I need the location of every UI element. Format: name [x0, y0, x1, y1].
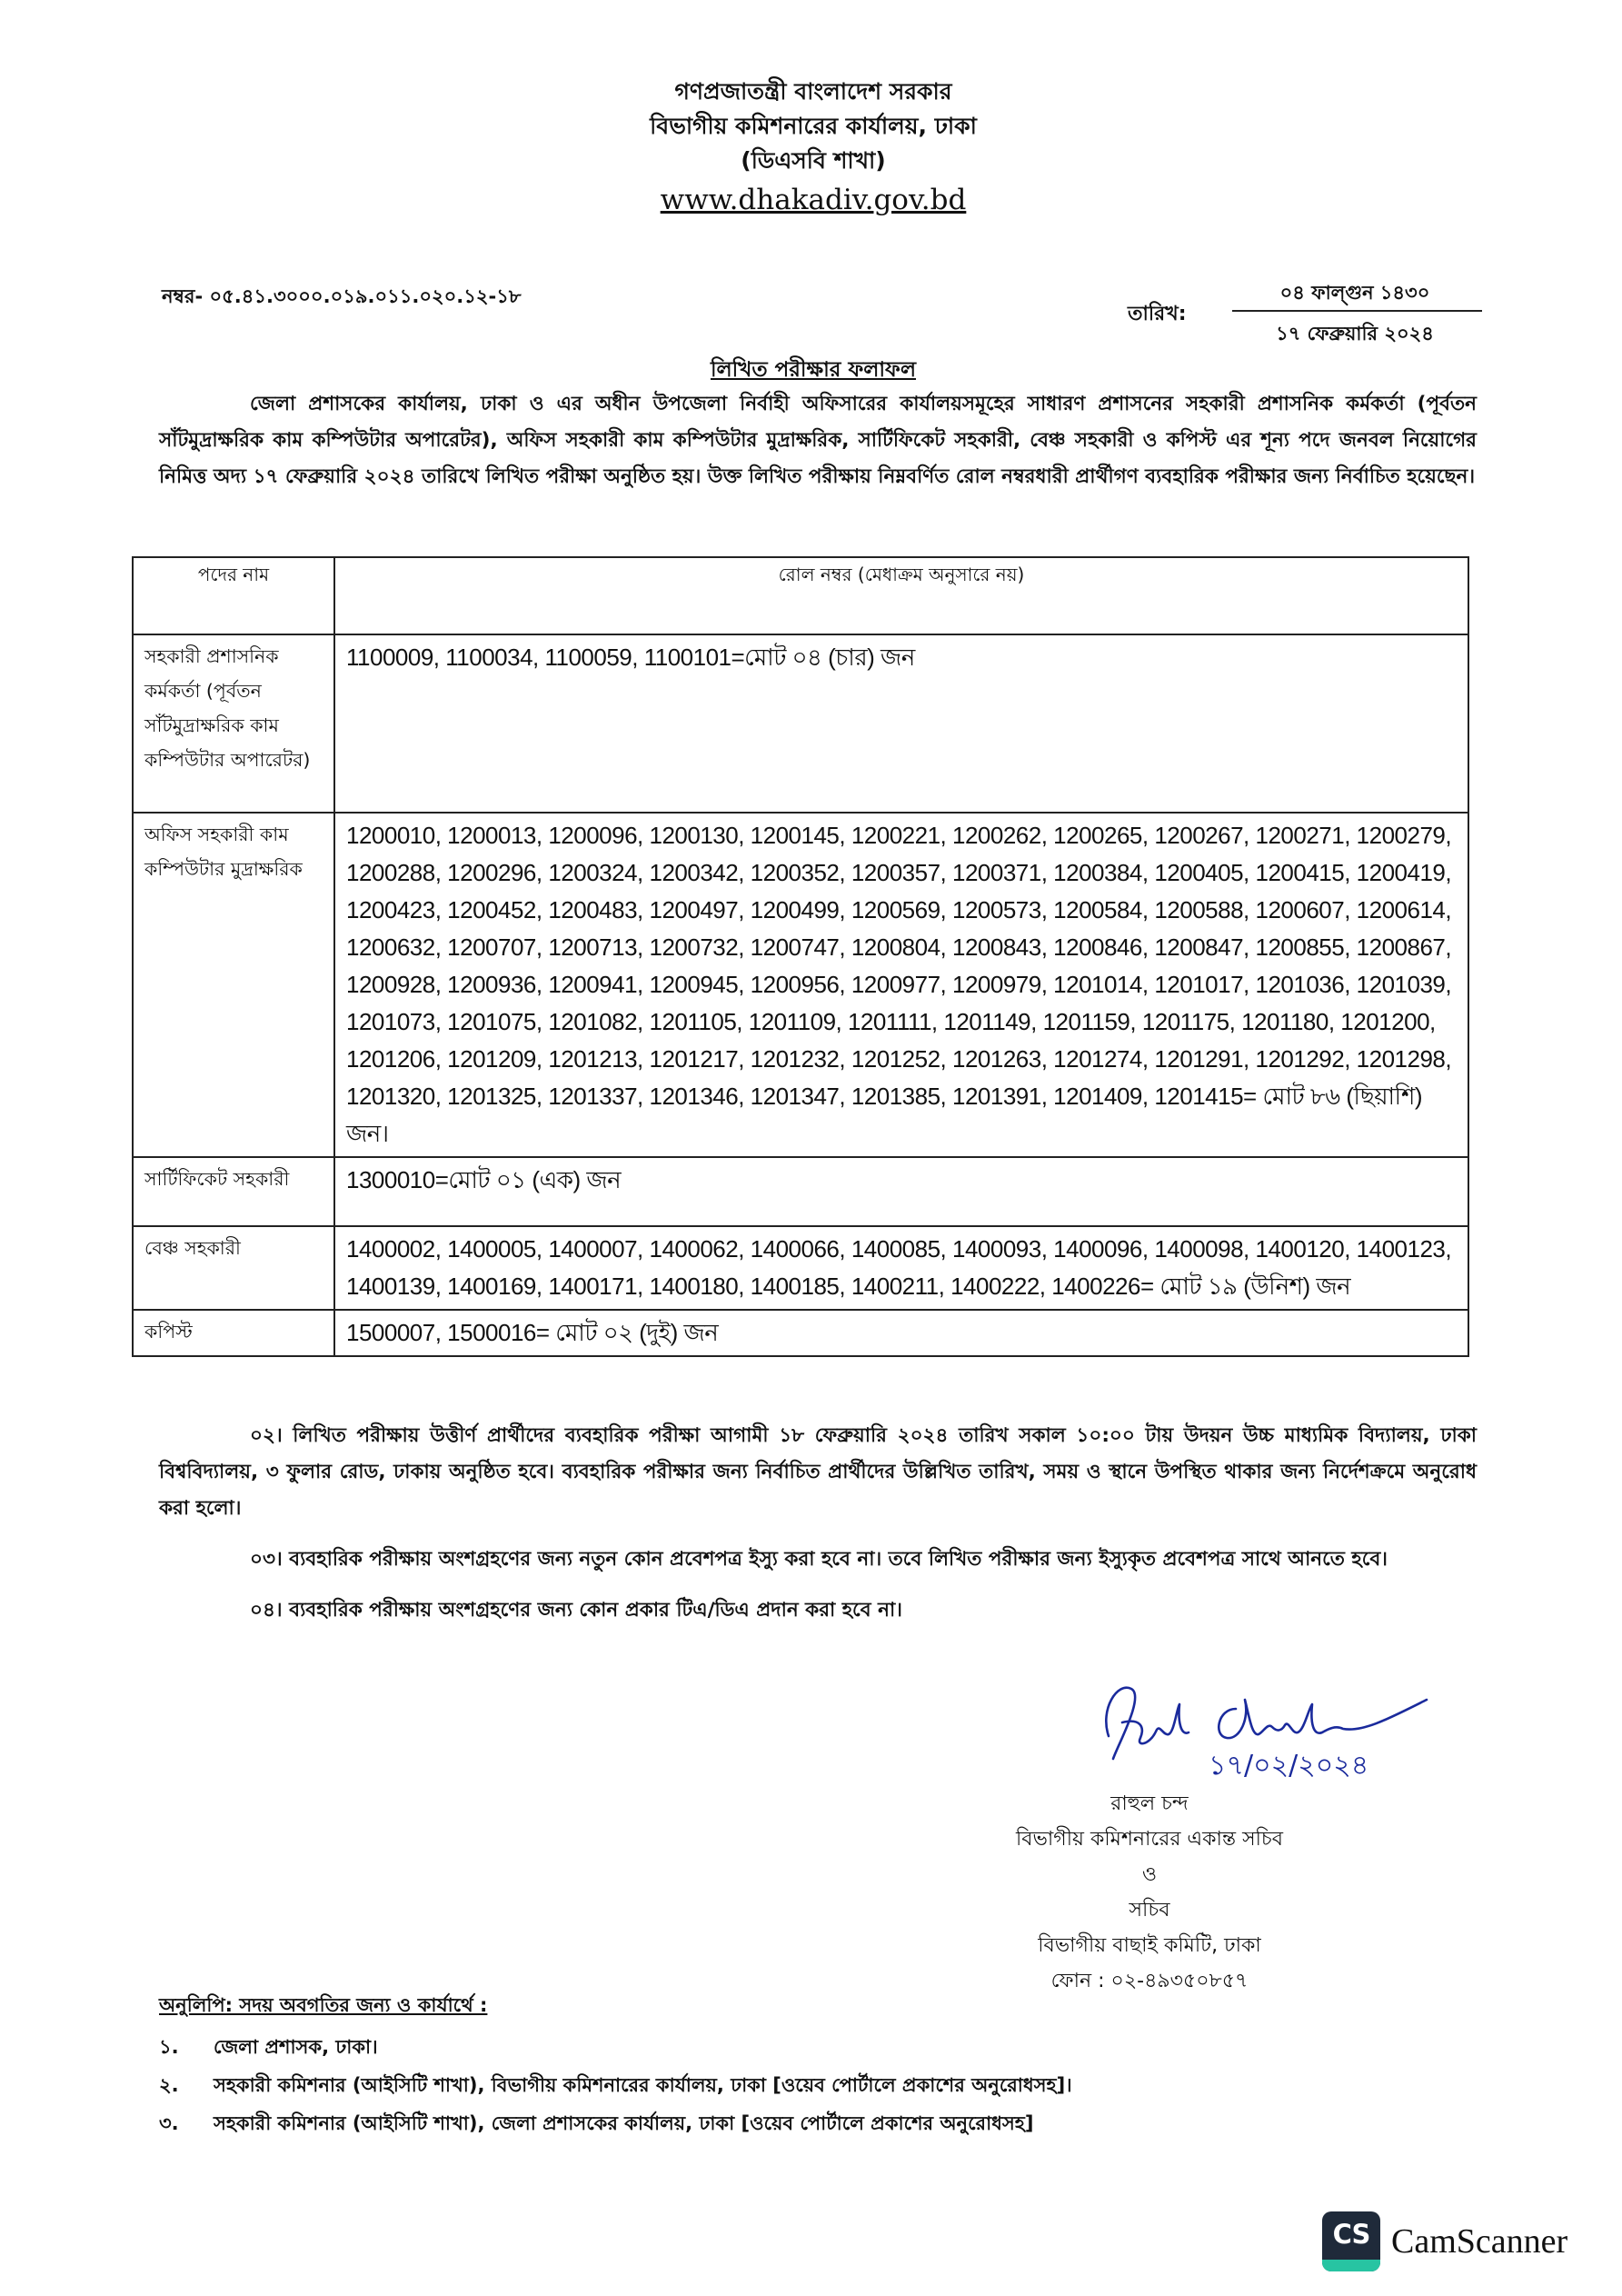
- roll-numbers: 1200010, 1200013, 1200096, 1200130, 1200145, 1200221, 1200262, 1200265, 1200267, 1200271, 1200279, 1200288, 1200296, 1200324, 1200342, 1200352, 1200357, 1200371, 1200384, 1200405, 1200415, 1200419, 1200423, 1200452, 1200483, 1200497, 1200499, 1200569, 1200573, 1200584, 1200588, 1200607, 1200614, 1200632, 1200707, 1200713, 1200732, 1200747, 1200804, 1200843, 1200846, 1200847, 1200855, 1200867, 1200928, 1200936, 1200941, 1200945, 1200956, 1200977, 1200979, 1201014, 1201017, 1201036, 1201039, 1201073, 1201075, 1201082, 1201105, 1201109, 1201111, 1201149, 1201159, 1201175, 1201180, 1201200, 1201206, 1201209, 1201213, 1201217, 1201232, 1201252, 1201263, 1201274, 1201291, 1201292, 1201298, 1201320, 1201325, 1201337, 1201346, 1201347, 1201385, 1201391, 1201409, 1201415= মোট ৮৬ (ছিয়াশি) জন।: [334, 813, 1468, 1157]
- table-header-row: [133, 557, 1468, 634]
- post-name: সহকারী প্রশাসনিক কর্মকর্তা (পূর্বতন সাঁটমুদ্রাক্ষরিক কাম কম্পিউটার অপারেটর): [133, 634, 334, 813]
- instruction-paragraph: ০৩। ব্যবহারিক পরীক্ষায় অংশগ্রহণের জন্য নতুন কোন প্রবেশপত্র ইস্যু করা হবে না। তবে লিখিত পরীক্ষার জন্য ইস্যুকৃত প্রবেশপত্র সাথে আনতে হবে।: [250, 1548, 1388, 1571]
- signatory-committee: বিভাগীয় বাছাই কমিটি, ঢাকা: [1038, 1934, 1261, 1957]
- table-row: [133, 813, 1468, 1157]
- roll-numbers: 1300010=মোট ০১ (এক) জন: [334, 1157, 1468, 1226]
- roll-numbers: 1400002, 1400005, 1400007, 1400062, 1400066, 1400085, 1400093, 1400096, 1400098, 1400120, 1400123, 1400139, 1400169, 1400171, 1400180, 1400185, 1400211, 1400222, 1400226= মোট ১৯ (উনিশ) জন: [334, 1226, 1468, 1310]
- instructions: [159, 1418, 1477, 1643]
- copy-to-section: [159, 1991, 1295, 2142]
- date-label: তারিখ:: [1128, 303, 1187, 325]
- govt-name: গণপ্রজাতন্ত্রী বাংলাদেশ সরকার: [674, 78, 952, 105]
- camscanner-brand: CamScanner: [1391, 2222, 1568, 2261]
- signatory-block: [986, 1786, 1313, 1999]
- post-name: অফিস সহকারী কাম কম্পিউটার মুদ্রাক্ষরিক: [133, 813, 334, 1157]
- date-block: [1128, 278, 1491, 351]
- document-title: [41, 353, 1586, 388]
- handwritten-signature: [1090, 1672, 1454, 1782]
- instruction-paragraph: ০৪। ব্যবহারিক পরীক্ষায় অংশগ্রহণের জন্য কোন প্রকার টিএ/ডিএ প্রদান করা হবে না।: [250, 1599, 902, 1622]
- memo-number: নম্বর- ০৫.৪১.৩০০০.০১৯.০১১.০২০.১২-১৮: [162, 285, 522, 307]
- signatory-designation: বিভাগীয় কমিশনারের একান্ত সচিব: [1015, 1828, 1284, 1851]
- item-text: সহকারী কমিশনার (আইসিটি শাখা), বিভাগীয় কমিশনারের কার্যালয়, ঢাকা [ওয়েব পোর্টালে প্রকাশের অনুরোধসহ]।: [214, 2074, 1072, 2096]
- header-post-name: পদের নাম: [133, 557, 334, 634]
- branch-name: (ডিএসবি শাখা): [741, 147, 886, 174]
- post-name: বেঞ্চ সহকারী: [133, 1226, 334, 1310]
- date-gregorian: ১৭ ফেব্রুয়ারি ২০২৪: [1276, 323, 1434, 344]
- office-name: বিভাগীয় কমিশনারের কার্যালয়, ঢাকা: [650, 113, 977, 139]
- title-text: লিখিত পরীক্ষার ফলাফল: [710, 358, 917, 382]
- logo-letters: CS: [1332, 2219, 1370, 2250]
- instruction-paragraph: ০২। লিখিত পরীক্ষায় উত্তীর্ণ প্রার্থীদের ব্যবহারিক পরীক্ষা আগামী ১৮ ফেব্রুয়ারি ২০২৪ তারিখ সকাল ১০:০০ টায় উদয়ন উচ্চ মাধ্যমিক বিদ্যালয়, ঢাকা বিশ্ববিদ্যালয়, ৩ ফুলার রোড, ঢাকায় অনুষ্ঠিত হবে। ব্যবহারিক পরীক্ষার জন্য নির্বাচিত প্রার্থীদের উল্লিখিত তারিখ, সময় ও স্থানে উপস্থিত থাকার জন্য নির্দেশক্রমে অনুরোধ করা হলো।: [159, 1424, 1477, 1520]
- item-number: ১.: [159, 2036, 179, 2058]
- results-table: [132, 556, 1469, 1357]
- signatory-phone: ফোন : ০২-৪৯৩৫০৮৫৭: [1050, 1970, 1249, 1992]
- table-row: [133, 1226, 1468, 1310]
- camscanner-watermark: [1322, 2211, 1567, 2271]
- signatory-conjunction: ও: [1141, 1863, 1158, 1886]
- copy-to-item: [159, 2028, 1295, 2066]
- copy-to-item: [159, 2066, 1295, 2104]
- signature-icon: [1090, 1672, 1454, 1782]
- camscanner-logo-icon: [1322, 2211, 1380, 2271]
- intro-paragraph: জেলা প্রশাসকের কার্যালয়, ঢাকা ও এর অধীন উপজেলা নির্বাহী অফিসারের কার্যালয়সমূহের সাধারণ প্রশাসনের সহকারী প্রশাসনিক কর্মকর্তা (পূর্বতন সাঁটমুদ্রাক্ষরিক কাম কম্পিউটার অপারেটর), অফিস সহকারী কাম কম্পিউটার মুদ্রাক্ষরিক, সার্টিফিকেট সহকারী, বেঞ্চ সহকারী ও কপিস্ট এর শূন্য পদে জনবল নিয়োগের নিমিত্ত অদ্য ১৭ ফেব্রুয়ারি ২০২৪ তারিখে লিখিত পরীক্ষা অনুষ্ঠিত হয়। উক্ত লিখিত পরীক্ষায় নিম্নবর্ণিত রোল নম্বরধারী প্রার্থীগণ ব্যবহারিক পরীক্ষার জন্য নির্বাচিত হয়েছেন।: [159, 393, 1477, 488]
- signature-date: ১৭/০২/২০২৪: [1209, 1750, 1369, 1782]
- roll-numbers: 1100009, 1100034, 1100059, 1100101=মোট ০৪ (চার) জন: [334, 634, 1468, 813]
- item-text: সহকারী কমিশনার (আইসিটি শাখা), জেলা প্রশাসকের কার্যালয়, ঢাকা [ওয়েব পোর্টালে প্রকাশের অনুরোধসহ]: [214, 2112, 1034, 2134]
- website-link[interactable]: www.dhakadiv.gov.bd: [660, 184, 967, 216]
- item-number: ২.: [159, 2074, 179, 2096]
- table-row: [133, 1157, 1468, 1226]
- signatory-role: সচিব: [1129, 1899, 1170, 1922]
- signatory-name: রাহুল চন্দ: [1110, 1792, 1189, 1815]
- roll-numbers: 1500007, 1500016= মোট ০২ (দুই) জন: [334, 1310, 1468, 1356]
- post-name: সার্টিফিকেট সহকারী: [133, 1157, 334, 1226]
- item-text: জেলা প্রশাসক, ঢাকা।: [214, 2036, 378, 2058]
- copy-to-title: অনুলিপি: সদয় অবগতির জন্য ও কার্যার্থে :: [159, 1994, 488, 2016]
- date-divider: [1232, 310, 1482, 312]
- header-roll-numbers: রোল নম্বর (মেধাক্রম অনুসারে নয়): [334, 557, 1468, 634]
- date-bangla: ০৪ ফাল্গুন ১৪৩০: [1279, 282, 1430, 304]
- table-row: [133, 1310, 1468, 1356]
- table-row: [133, 634, 1468, 813]
- document-page: [41, 0, 1586, 2181]
- copy-to-item: [159, 2104, 1295, 2142]
- item-number: ৩.: [159, 2112, 179, 2134]
- logo-accent-band: [1322, 2260, 1380, 2271]
- letterhead: [41, 75, 1586, 220]
- post-name: কপিস্ট: [133, 1310, 334, 1356]
